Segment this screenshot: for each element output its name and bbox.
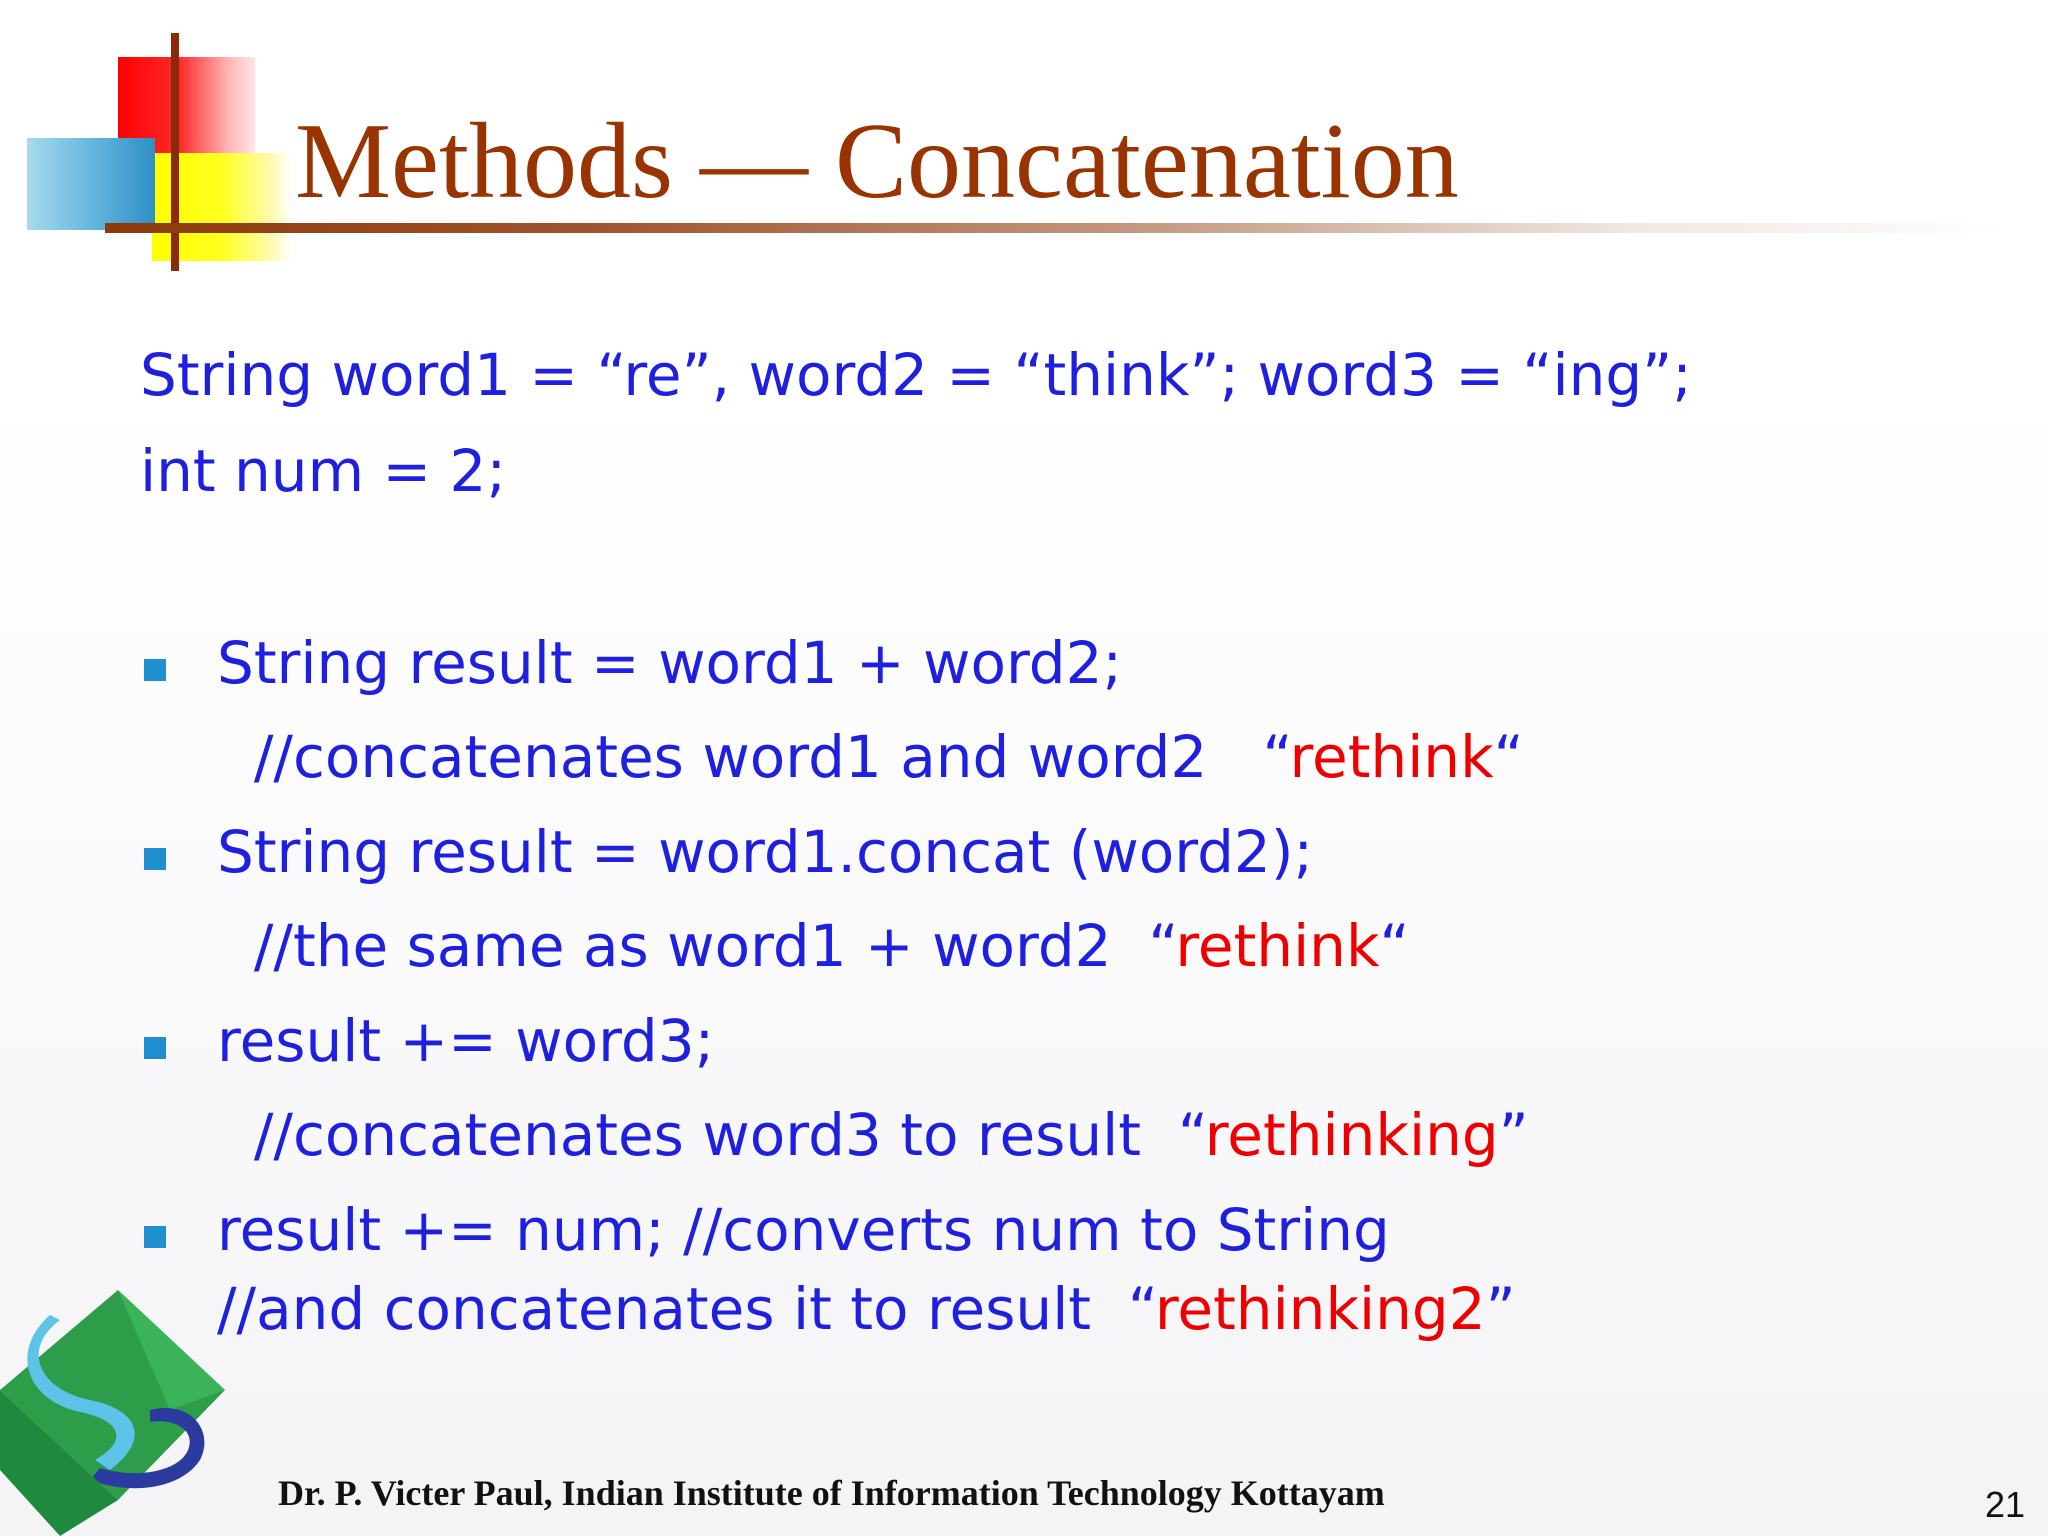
bullet-3-code: result += word3;: [217, 1007, 715, 1075]
institute-logo: [0, 1290, 225, 1536]
bullet-2-comment: //the same as word1 + word2 “rethink“: [217, 912, 1410, 980]
code-declaration-line-1: String word1 = “re”, word2 = “think”; word3 = “ing”;: [140, 341, 1692, 409]
bullet-3-comment: //concatenates word3 to result “rethinking”: [217, 1101, 1529, 1169]
bullet-marker-3: [144, 1037, 166, 1059]
title-underline: [105, 223, 2005, 233]
footer-credit: Dr. P. Victer Paul, Indian Institute of Information Technology Kottayam: [278, 1473, 1385, 1513]
bullet-4-result: rethinking2: [1154, 1275, 1486, 1343]
bullet-marker-1: [144, 659, 166, 681]
page-number: 21: [1985, 1484, 2026, 1525]
deco-vertical-line: [171, 33, 179, 271]
code-declaration-line-2: int num = 2;: [140, 437, 506, 505]
bullet-2-result: rethink: [1175, 912, 1380, 980]
bullet-2-code: String result = word1.concat (word2);: [217, 818, 1313, 886]
bullet-3-result: rethinking: [1204, 1101, 1499, 1169]
slide-title: Methods — Concatenation: [295, 102, 1459, 221]
bullet-4-code: result += num; //converts num to String: [217, 1196, 1390, 1264]
bullet-1-result: rethink: [1289, 723, 1494, 791]
bullet-1-comment: //concatenates word1 and word2 “rethink“: [217, 723, 1524, 791]
bullet-marker-4: [144, 1226, 166, 1248]
deco-blue-square: [27, 138, 155, 230]
bullet-4-comment: //and concatenates it to result “rethinking2”: [217, 1275, 1516, 1343]
bullet-marker-2: [144, 848, 166, 870]
bullet-1-code: String result = word1 + word2;: [217, 629, 1123, 697]
